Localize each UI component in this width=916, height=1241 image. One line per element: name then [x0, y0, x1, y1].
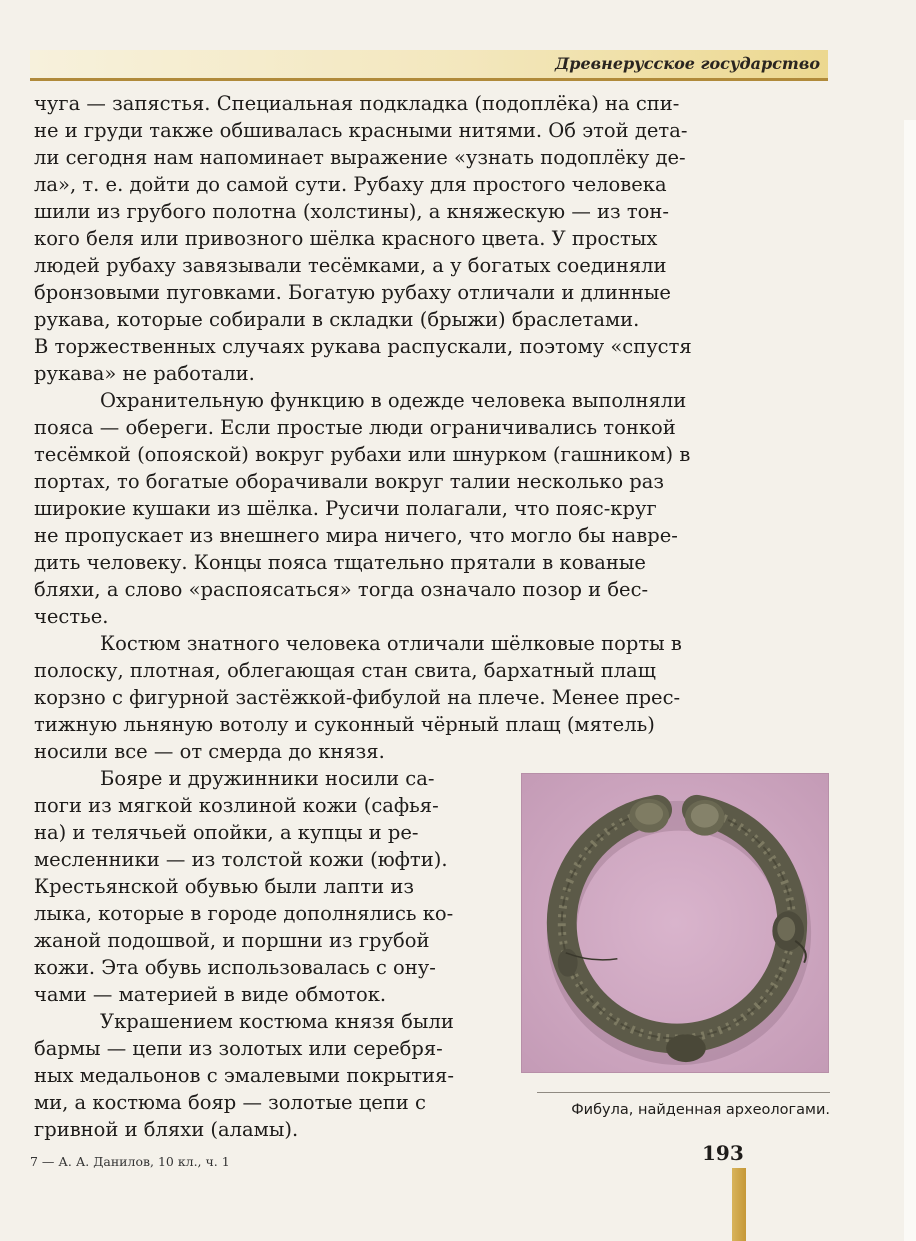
page-edge-strip [904, 120, 916, 1241]
text-line: чуга — запястья. Специальная подкладка (подоплёка) на спи- [34, 92, 680, 115]
text-line: бармы — цепи из золотых или серебря- [34, 1037, 443, 1060]
text-line: Крестьянской обувью были лапти из [34, 875, 414, 898]
text-line: гривной и бляхи (аламы). [34, 1118, 299, 1141]
text-line: Бояре и дружинники носили са- [100, 767, 435, 790]
text-line: портах, то богатые оборачивали вокруг талии несколько раз [34, 470, 665, 493]
text-line: корзно с фигурной застёжкой-фибулой на плече. Менее прес- [34, 686, 681, 709]
text-line: не и груди также обшивалась красными нитями. Об этой дета- [34, 119, 688, 142]
text-line: тесёмкой (опояской) вокруг рубахи или шнурком (гашником) в [34, 443, 691, 466]
text-line: кожи. Эта обувь использовалась с ону- [34, 956, 436, 979]
running-header [30, 50, 828, 81]
text-line: рукава, которые собирали в складки (брыжи) браслетами. [34, 308, 640, 331]
footer-note: 7 — А. А. Данилов, 10 кл., ч. 1 [30, 1154, 230, 1169]
text-line: чами — материей в виде обмоток. [34, 983, 387, 1006]
text-line: рукава» не работали. [34, 362, 255, 385]
fibula-photo [521, 773, 829, 1073]
text-line: не пропускает из внешнего мира ничего, что могло бы навре- [34, 524, 678, 547]
text-line: ла», т. е. дойти до самой сути. Рубаху для простого человека [34, 173, 667, 196]
fibula-ring-icon [522, 774, 828, 1072]
text-line: жаной подошвой, и поршни из грубой [34, 929, 430, 952]
text-line: тижную льняную вотолу и суконный чёрный плащ (мятель) [34, 713, 655, 736]
text-line: полоску, плотная, облегающая стан свита, бархатный плащ [34, 659, 656, 682]
text-line: людей рубаху завязывали тесёмками, а у богатых соединяли [34, 254, 667, 277]
text-line: бляхи, а слово «распоясаться» тогда означало позор и бес- [34, 578, 649, 601]
text-line: дить человеку. Концы пояса тщательно прятали в кованые [34, 551, 646, 574]
text-line: на) и телячьей опойки, а купцы и ре- [34, 821, 419, 844]
text-line: месленники — из толстой кожи (юфти). [34, 848, 448, 871]
text-line: ми, а костюма бояр — золотые цепи с [34, 1091, 426, 1114]
section-title: Древнерусское государство [555, 54, 820, 73]
text-line: Украшением костюма князя были [100, 1010, 454, 1033]
text-line: ли сегодня нам напоминает выражение «узнать подоплёку де- [34, 146, 686, 169]
text-line: бронзовыми пуговками. Богатую рубаху отличали и длинные [34, 281, 671, 304]
text-line: честье. [34, 605, 109, 628]
text-line: шили из грубого полотна (холстины), а княжескую — из тон- [34, 200, 669, 223]
text-line: Костюм знатного человека отличали шёлковые порты в [100, 632, 682, 655]
figure-caption: Фибула, найденная археологами. [571, 1102, 830, 1118]
text-line: Охранительную функцию в одежде человека выполняли [100, 389, 687, 412]
text-line: носили все — от смерда до князя. [34, 740, 385, 763]
page-edge-tab [732, 1168, 746, 1241]
text-line: кого беля или привозного шёлка красного цвета. У простых [34, 227, 658, 250]
text-line: пояса — обереги. Если простые люди ограничивались тонкой [34, 416, 676, 439]
page-number: 193 [702, 1141, 744, 1165]
text-line: В торжественных случаях рукава распускали, поэтому «спустя [34, 335, 692, 358]
text-line: широкие кушаки из шёлка. Русичи полагали, что пояс-круг [34, 497, 657, 520]
text-line: поги из мягкой козлиной кожи (сафья- [34, 794, 439, 817]
text-line: ных медальонов с эмалевыми покрытия- [34, 1064, 454, 1087]
text-line: лыка, которые в городе дополнялись ко- [34, 902, 454, 925]
caption-divider [537, 1092, 830, 1093]
